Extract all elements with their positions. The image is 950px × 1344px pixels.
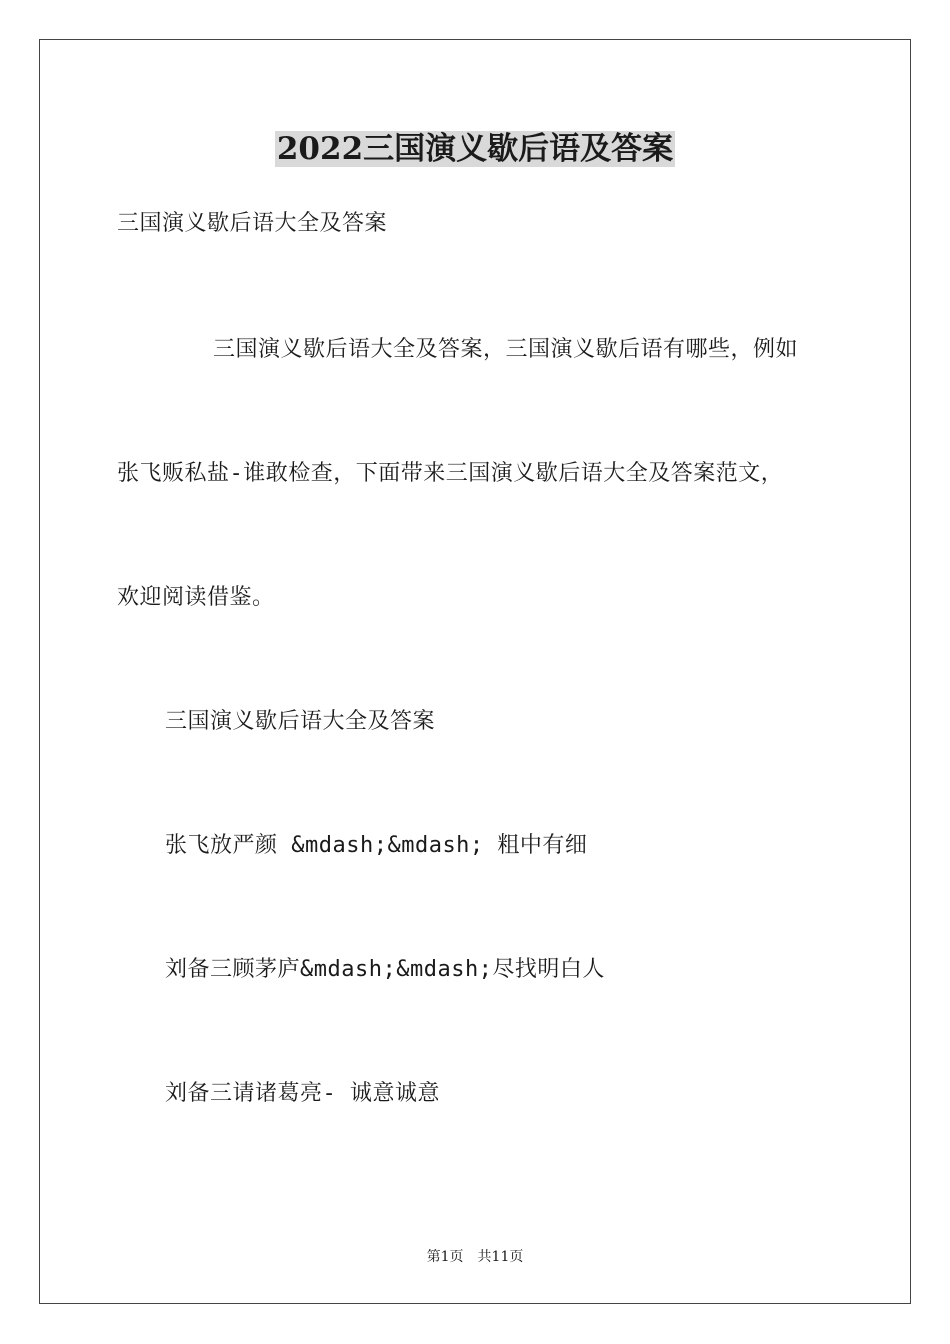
document-title-text: 2022三国演义歇后语及答案 xyxy=(276,131,674,167)
page-total: 共11页 xyxy=(477,1249,524,1265)
body-line-6: 张飞放严颜 &mdash;&mdash; 粗中有细 xyxy=(165,833,588,858)
body-line-7: 刘备三顾茅庐&mdash;&mdash;尽找明白人 xyxy=(165,957,605,982)
body-line-3: 张飞贩私盐-谁敢检查，下面带来三国演义歇后语大全及答案范文， xyxy=(117,461,784,486)
document-title xyxy=(0,127,950,171)
page-footer xyxy=(0,1247,950,1267)
body-line-8: 刘备三请诸葛亮- 诚意诚意 xyxy=(165,1081,440,1106)
body-line-2: 三国演义歇后语大全及答案，三国演义歇后语有哪些，例如 xyxy=(213,337,799,362)
body-line-1: 三国演义歇后语大全及答案 xyxy=(117,211,388,236)
body-line-5: 三国演义歇后语大全及答案 xyxy=(165,709,436,734)
page-number: 第1页 xyxy=(426,1249,464,1265)
body-line-4: 欢迎阅读借鉴。 xyxy=(117,585,275,610)
